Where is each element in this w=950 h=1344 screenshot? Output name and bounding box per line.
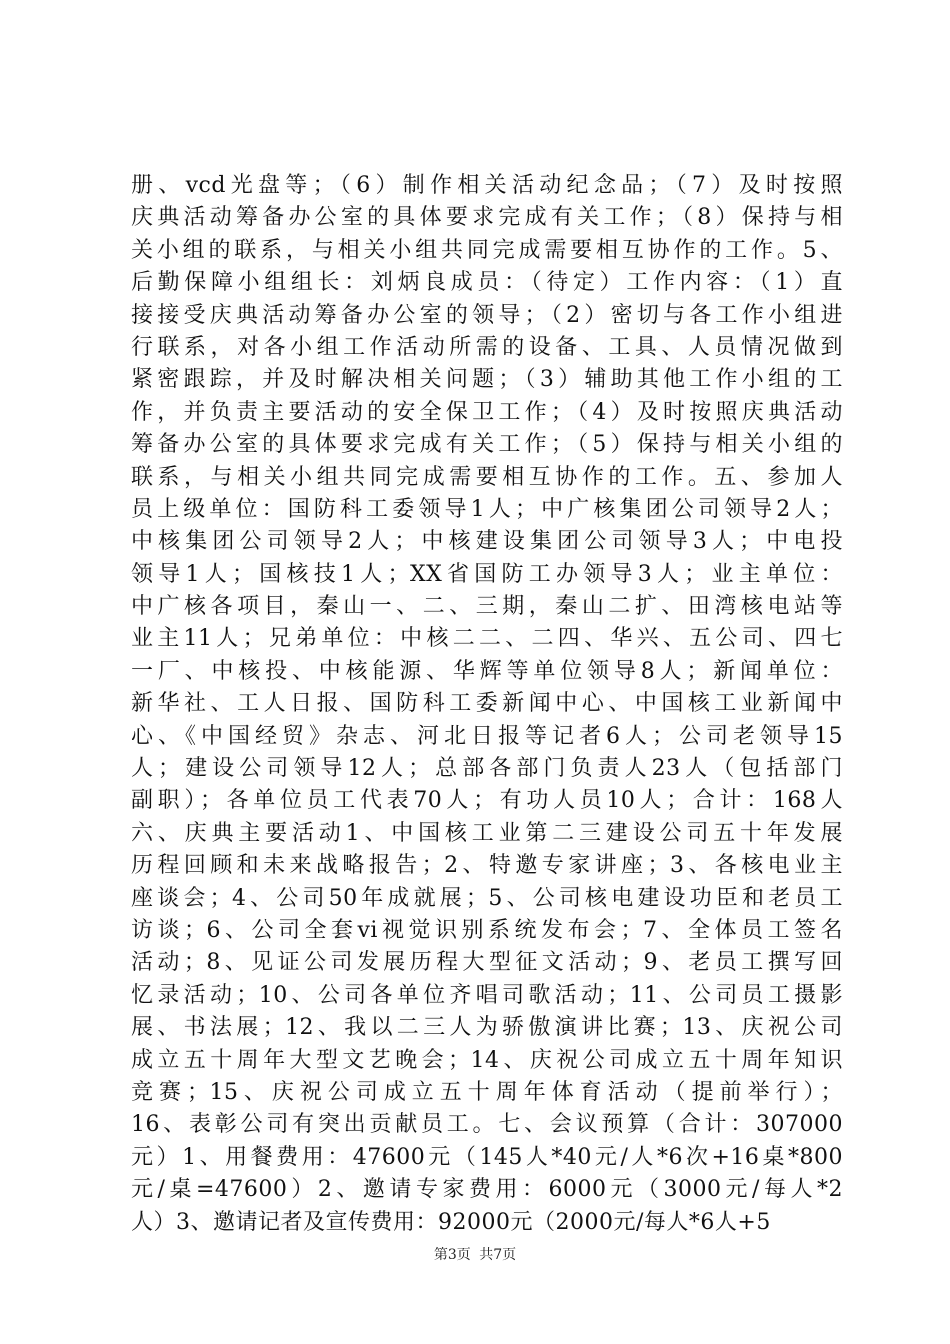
text-line: 竞赛；15、庆祝公司成立五十周年体育活动（提前举行）； — [131, 1079, 843, 1105]
text-line: 元/桌=47600）2、邀请专家费用：6000元（3000元/每人*2 — [131, 1177, 843, 1203]
text-line: 行联系，对各小组工作活动所需的设备、工具、人员情况做到 — [131, 334, 843, 360]
text-line: 副职）；各单位员工代表70人；有功人员10人；合计：168人 — [131, 788, 843, 814]
text-line: 访谈；6、公司全套vi视觉识别系统发布会；7、全体员工签名 — [131, 917, 843, 943]
text-line: 中广核各项目，秦山一、二、三期，秦山二扩、田湾核电站等 — [131, 594, 843, 620]
text-line: 领导1人；国核技1人；XX省国防工办领导3人；业主单位： — [131, 561, 843, 587]
text-line: 六、庆典主要活动1、中国核工业第二三建设公司五十年发展 — [131, 820, 843, 846]
text-line: 庆典活动筹备办公室的具体要求完成有关工作；（8）保持与相 — [131, 205, 843, 231]
page-footer — [0, 1246, 950, 1264]
text-line: 新华社、工人日报、国防科工委新闻中心、中国核工业新闻中 — [131, 691, 843, 717]
text-line: 册、vcd光盘等；（6）制作相关活动纪念品；（7）及时按照 — [131, 173, 843, 198]
text-line: 历程回顾和未来战略报告；2、特邀专家讲座；3、各核电业主 — [131, 853, 843, 879]
page-number: 第3页 — [433, 1247, 471, 1263]
text-line: 业主11人；兄弟单位：中核二二、二四、华兴、五公司、四七 — [131, 626, 843, 652]
text-line: 心、《中国经贸》杂志、河北日报等记者6人；公司老领导15 — [131, 723, 843, 749]
page-total: 共7页 — [479, 1247, 517, 1263]
text-line: 紧密跟踪，并及时解决相关问题；（3）辅助其他工作小组的工 — [131, 367, 843, 393]
text-line: 人；建设公司领导12人；总部各部门负责人23人（包括部门 — [131, 756, 843, 782]
text-line: 作，并负责主要活动的安全保卫工作；（4）及时按照庆典活动 — [131, 399, 843, 425]
text-line: 一厂、中核投、中核能源、华辉等单位领导8人；新闻单位： — [131, 658, 843, 684]
text-line: 员上级单位：国防科工委领导1人；中广核集团公司领导2人； — [131, 496, 843, 522]
text-line: 16、表彰公司有突出贡献员工。七、会议预算（合计：307000 — [131, 1112, 843, 1138]
text-line: 筹备办公室的具体要求完成有关工作；（5）保持与相关小组的 — [131, 432, 843, 458]
text-line: 忆录活动；10、公司各单位齐唱司歌活动；11、公司员工摄影 — [131, 982, 843, 1008]
text-line: 联系，与相关小组共同完成需要相互协作的工作。五、参加人 — [131, 464, 843, 490]
text-line: 人）3、邀请记者及宣传费用：92000元（2000元/每人*6人+5 — [131, 1209, 771, 1235]
text-line: 接接受庆典活动筹备办公室的领导；（2）密切与各工作小组进 — [131, 302, 843, 328]
text-line: 元）1、用餐费用：47600元（145人*40元/人*6次+16桌*800 — [131, 1144, 843, 1170]
text-line: 活动；8、见证公司发展历程大型征文活动；9、老员工撰写回 — [131, 950, 843, 976]
text-line: 后勤保障小组组长：刘炳良成员：（待定）工作内容：（1）直 — [131, 270, 843, 296]
text-line: 成立五十周年大型文艺晚会；14、庆祝公司成立五十周年知识 — [131, 1047, 843, 1073]
text-line: 展、书法展；12、我以二三人为骄傲演讲比赛；13、庆祝公司 — [131, 1015, 843, 1041]
document-body — [131, 170, 843, 1239]
text-line: 座谈会；4、公司50年成就展；5、公司核电建设功臣和老员工 — [131, 885, 843, 911]
text-line: 中核集团公司领导2人；中核建设集团公司领导3人；中电投 — [131, 529, 843, 555]
text-line: 关小组的联系，与相关小组共同完成需要相互协作的工作。5、 — [131, 237, 843, 263]
